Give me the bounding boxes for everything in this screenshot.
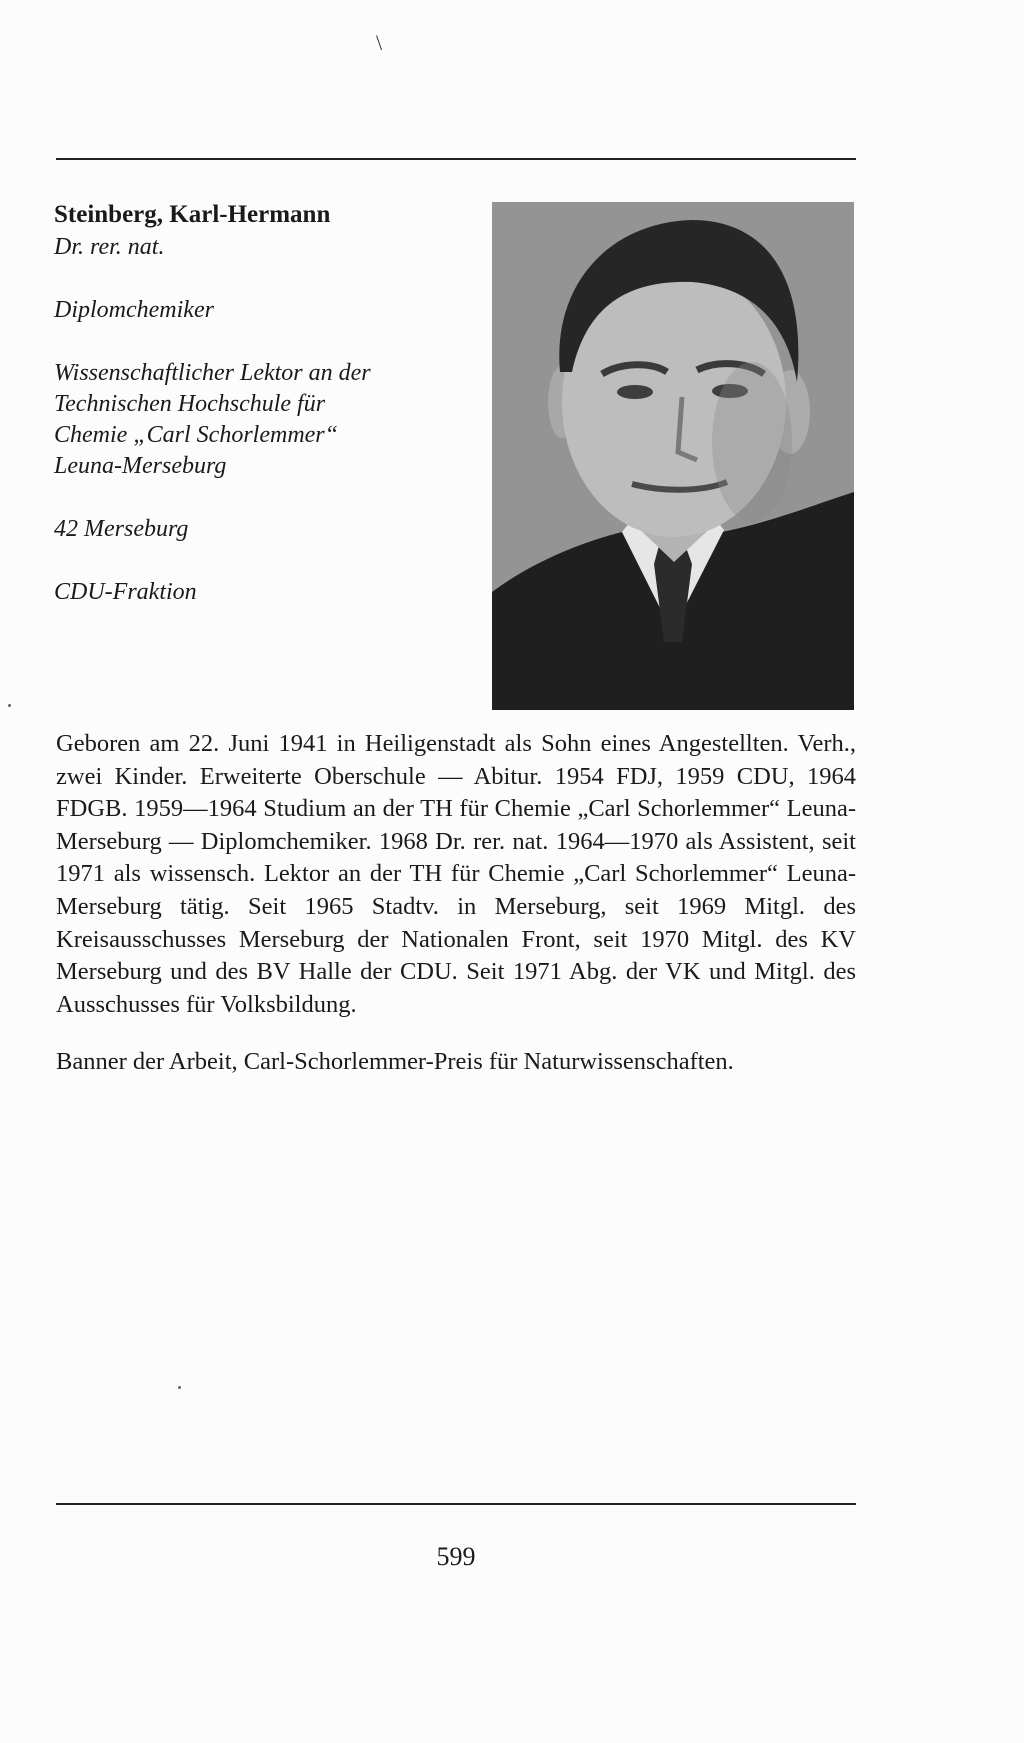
position-block [54, 358, 474, 482]
position-line: Leuna-Merseburg [54, 453, 227, 479]
page-number: 599 [436, 1542, 476, 1571]
portrait-photo-icon [492, 202, 854, 710]
position-line: Technischen Hochschule für [54, 391, 326, 417]
academic-title: Dr. rer. nat. [54, 234, 165, 260]
faction: CDU-Fraktion [54, 579, 197, 605]
print-speck [178, 1386, 181, 1389]
biography-paragraph: Geboren am 22. Juni 1941 in Heiligenstadt als Sohn eines Angestellten. Verh., zwei Kinder. Erweiterte Oberschule — Abitur. 1954 FDJ, 1959 CDU, 1964 FDGB. 1959—1964 Studium an der TH für Chemie „Carl Schorlemmer“ Leuna-Merseburg — Diplomchemiker. 1968 Dr. rer. nat. 1964—1970 als Assistent, seit 1971 als wissensch. Lektor an der TH für Chemie „Carl Schorlemmer“ Leuna-Merseburg tätig. Seit 1965 Stadtv. in Merseburg, seit 1969 Mitgl. des Kreisausschusses Merseburg der Nationalen Front, seit 1970 Mitgl. des KV Merseburg und des BV Halle der CDU. Seit 1971 Abg. der VK und Mitgl. des Ausschusses für Volksbildung. [56, 730, 856, 1018]
profession: Diplomchemiker [54, 297, 214, 323]
entry-header [54, 198, 474, 608]
city: 42 Merseburg [54, 516, 189, 542]
top-mark: \ [376, 30, 383, 55]
position-line: Chemie „Carl Schorlemmer“ [54, 422, 338, 448]
top-rule [56, 158, 856, 160]
bottom-rule [56, 1503, 856, 1505]
position-line: Wissenschaftlicher Lektor an der [54, 360, 371, 386]
print-speck [8, 704, 11, 707]
awards-line: Banner der Arbeit, Carl-Schorlemmer-Preis für Naturwissenschaften. [56, 1048, 734, 1075]
person-name: Steinberg, Karl-Hermann [54, 201, 331, 228]
